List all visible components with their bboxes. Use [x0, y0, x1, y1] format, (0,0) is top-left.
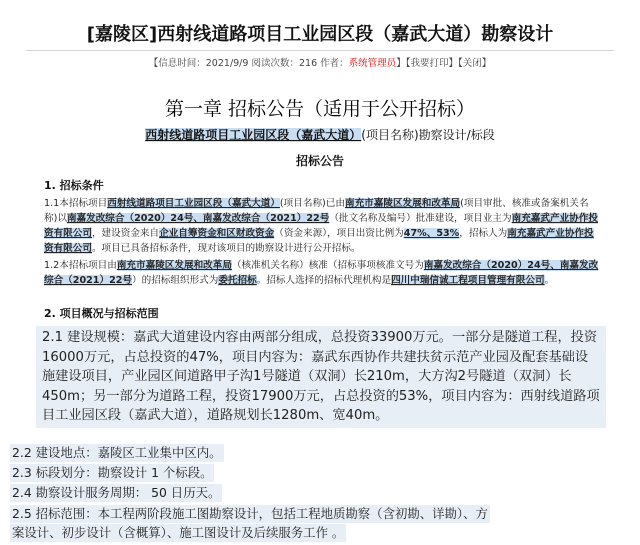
- p11-approver: 南充市嘉陵区发展和改革局: [344, 198, 461, 209]
- info-time-label: 【信息时间：: [148, 58, 206, 69]
- subtitle-project-name: 西射线道路项目工业园区段（嘉武大道）: [145, 128, 362, 142]
- paragraph-2-2-location: 2.2 建设地点：嘉陵区工业集中区内。: [12, 445, 222, 460]
- p12-approval-no: 南嘉发改综合（2020）24号、南嘉发改综合（2021）22号: [44, 260, 599, 286]
- article-meta: [0, 55, 640, 69]
- paragraph-1-1: [44, 196, 600, 256]
- p11-text: (项目审批、核准或备案机关名称)以: [44, 198, 589, 224]
- p12-text: ）的招标组织形式为: [132, 275, 219, 286]
- author-label: 作者：: [320, 58, 349, 69]
- p12-text: （核准机关名称）核准（招标事项核准文号为: [231, 260, 424, 271]
- p11-approval-no: 南嘉发改综合（2020）24号、南嘉发改综合（2021）22号: [66, 213, 330, 224]
- section-heading-overview: 2. 项目概况与招标范围: [44, 307, 159, 320]
- close-link[interactable]: 【关闭】: [457, 58, 492, 69]
- p12-text: 。招标人选择的招标代理机构是: [256, 275, 392, 286]
- p12-text: 。: [544, 275, 555, 286]
- p11-text: 1.1本招标项目: [44, 198, 108, 209]
- meta-close-bracket: 】: [396, 58, 406, 69]
- print-link[interactable]: 【我要打印】: [405, 58, 458, 69]
- p12-form: 委托招标: [218, 275, 257, 286]
- paragraph-2-5-scope-line2: 案设计、初步设计（含概算）、施工图设计及后续服务工作 。: [12, 525, 345, 540]
- page-title: [嘉陵区]西射线道路项目工业园区段（嘉武大道）勘察设计: [86, 24, 554, 45]
- paragraph-1-2: [44, 258, 600, 288]
- p11-project: 西射线道路项目工业园区段（嘉武大道）: [107, 198, 280, 209]
- subtitle-mark: /: [466, 128, 471, 142]
- reads-label: 阅读次数：: [251, 58, 299, 69]
- p11-tenderer: 南充嘉武产业协作投资有限公司: [44, 228, 594, 254]
- p12-text: 1.2本招标项目由: [44, 260, 117, 271]
- p11-text: ，招标人为: [459, 228, 508, 239]
- subtitle-tail: 标段: [470, 128, 495, 142]
- p11-text: ，建设资金来自: [91, 228, 160, 239]
- p11-text: （批文名称及编号）批准建设，项目业主为: [329, 213, 512, 224]
- p12-agency: 四川中瑞信诚工程项目管理有限公司: [391, 275, 545, 286]
- info-time: 2021/9/9: [205, 58, 249, 69]
- p11-text: (项目名称)已由: [279, 198, 345, 209]
- subtitle-rest: (项目名称)勘察设计: [361, 128, 467, 142]
- title-divider: [26, 50, 614, 51]
- document-subtitle: [0, 126, 640, 143]
- chapter-title: 第一章 招标公告（适用于公开招标）: [164, 98, 476, 120]
- paragraph-2-4-period: 2.4 勘察设计服务周期： 50 日历天。: [12, 485, 221, 500]
- paragraph-2-3-lots: 2.3 标段划分：勘察设计 1 个标段。: [12, 465, 213, 480]
- p11-owner: 南充嘉武产业协作投资有限公司: [44, 213, 598, 239]
- p11-fund-source: 企业自筹资金和区财政资金: [159, 228, 275, 239]
- notice-title: 招标公告: [295, 154, 344, 168]
- p11-text: 。项目已具备招标条件，现对该项目的勘察设计进行公开招标。: [91, 243, 361, 254]
- paragraph-2-5-scope-line1: 2.5 招标范围：本工程两阶段施工图勘察设计，包括工程地质勘察（含初勘、详勘）、方: [12, 506, 488, 521]
- section-heading-conditions: 1. 招标条件: [44, 179, 104, 192]
- p11-ratio: 47%、53%: [403, 228, 460, 239]
- p11-text: （资金来源），项目出资比例为: [274, 228, 404, 239]
- paragraph-2-1-scale: 2.1 建设规模：嘉武大道建设内容由两部分组成，总投资33900万元。一部分是隧道工程，投资16000万元，占总投资的47%，项目内容为：嘉武东西协作共建扶贫示范产业园及配套基础设施建设项目，产业园区间道路甲子沟1号隧道（双洞）长210m，大方沟2号隧道（双洞）长450m；另一部分为道路工程，投资17900万元，占总投资的53%，项目内容为：西射线道路项目工业园区段（嘉武大道），道路规划长1280m、宽40m。: [36, 326, 606, 428]
- author-name: 系统管理员: [348, 58, 397, 69]
- p12-approver: 南充市嘉陵区发展和改革局: [116, 260, 232, 271]
- read-count: 216: [298, 58, 318, 69]
